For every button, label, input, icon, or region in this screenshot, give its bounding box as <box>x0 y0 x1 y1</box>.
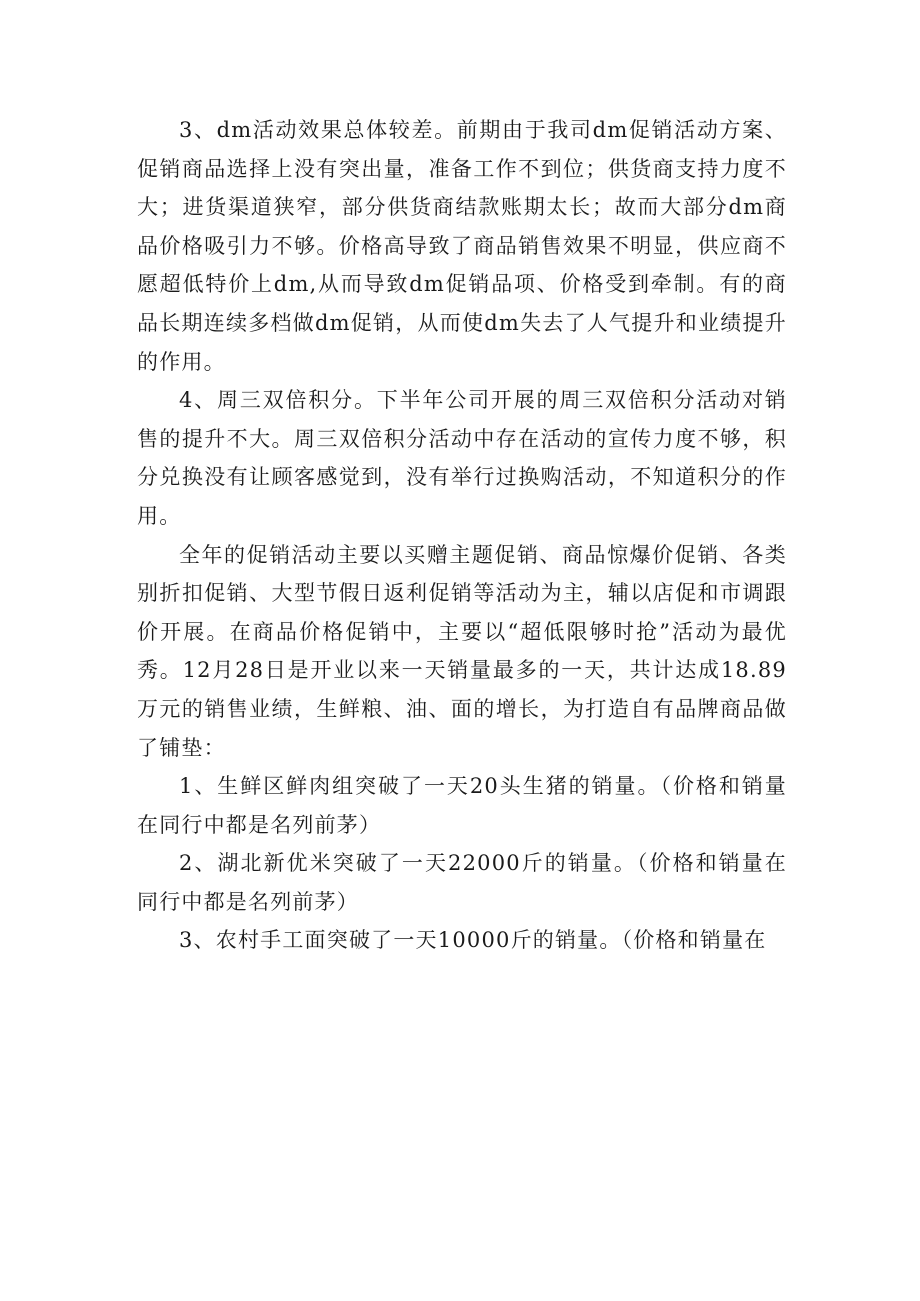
paragraph-annual-promotions: 全年的促销活动主要以买赠主题促销、商品惊爆价促销、各类别折扣促销、大型节假日返利促销等活动为主，辅以店促和市调跟价开展。在商品价格促销中，主要以“超低限够时抢”活动为最优秀。12月28日是开业以来一天销量最多的一天，共计达成18.89万元的销售业绩，生鲜粮、油、面的增长，为打造自有品牌商品做了铺垫： <box>137 542 787 760</box>
document-body <box>137 111 787 960</box>
list-item-hubei-rice: 2、湖北新优米突破了一天22000斤的销量。（价格和销量在同行中都是名列前茅） <box>137 851 787 914</box>
list-item-fresh-pork: 1、生鲜区鲜肉组突破了一天20头生猪的销量。（价格和销量在同行中都是名列前茅） <box>137 774 787 837</box>
paragraph-wednesday-points: 4、周三双倍积分。下半年公司开展的周三双倍积分活动对销售的提升不大。周三双倍积分活动中存在活动的宣传力度不够，积分兑换没有让顾客感觉到，没有举行过换购活动，不知道积分的作用。 <box>137 388 787 528</box>
list-item-handmade-noodles: 3、农村手工面突破了一天10000斤的销量。（价格和销量在 <box>179 928 767 953</box>
paragraph-dm-activity: 3、dm活动效果总体较差。前期由于我司dm促销活动方案、促销商品选择上没有突出量，准备工作不到位；供货商支持力度不大；进货渠道狭窄，部分供货商结款账期太长；故而大部分dm商品价格吸引力不够。价格高导致了商品销售效果不明显，供应商不愿超低特价上dm,从而导致dm促销品项、价格受到牵制。有的商品长期连续多档做dm促销，从而使dm失去了人气提升和业绩提升的作用。 <box>137 118 787 374</box>
